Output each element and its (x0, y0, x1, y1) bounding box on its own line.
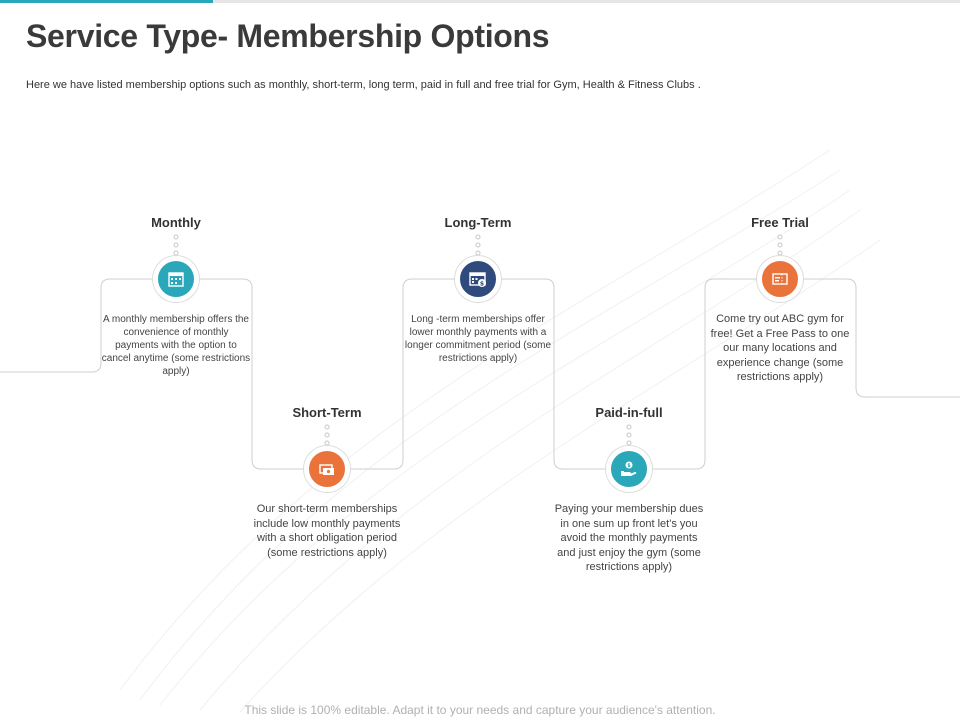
cash-icon (318, 460, 336, 478)
option-icon-free-trial (757, 256, 803, 302)
option-desc-free-trial: Come try out ABC gym for free! Get a Free Pass to one our many locations and experience change (some restrictions apply) (710, 313, 850, 383)
calendar-dollar-icon (469, 270, 487, 288)
hand-coin-icon (620, 460, 638, 478)
page-title: Service Type- Membership Options (26, 18, 550, 54)
svg-text:$: $ (627, 463, 631, 469)
option-icon-monthly (153, 256, 199, 302)
footer-note: This slide is 100% editable. Adapt it to your needs and capture your audience's attention. (244, 703, 716, 717)
option-icon-long-term (455, 256, 501, 302)
option-icon-short-term (304, 446, 350, 492)
option-label-long-term: Long-Term (444, 215, 512, 230)
option-desc-paid-in-full: Paying your membership dues in one sum up front let's you avoid the monthly payments and just enjoy the gym (some restrictions apply) (554, 503, 704, 573)
option-desc-long-term: Long -term memberships offer lower monthly payments with a longer commitment period (some restrictions apply) (404, 314, 552, 364)
page-subtitle: Here we have listed membership options such as monthly, short-term, long term, paid in full and free trial for Gym, Health & Fitness Clubs . (26, 79, 701, 91)
ticket-icon (771, 270, 789, 288)
option-label-paid-in-full: Paid-in-full (595, 405, 663, 420)
svg-text:$: $ (479, 280, 485, 288)
option-icon-paid-in-full (606, 446, 652, 492)
option-label-short-term: Short-Term (292, 405, 362, 420)
option-label-monthly: Monthly (151, 215, 201, 230)
calendar-icon (167, 270, 185, 288)
option-desc-short-term: Our short-term memberships include low monthly payments with a short obligation period (some restrictions apply) (253, 503, 401, 559)
option-desc-monthly: A monthly membership offers the convenience of monthly payments with the option to cancel anytime (some restrictions apply) (101, 314, 251, 377)
option-label-free-trial: Free Trial (751, 215, 809, 230)
